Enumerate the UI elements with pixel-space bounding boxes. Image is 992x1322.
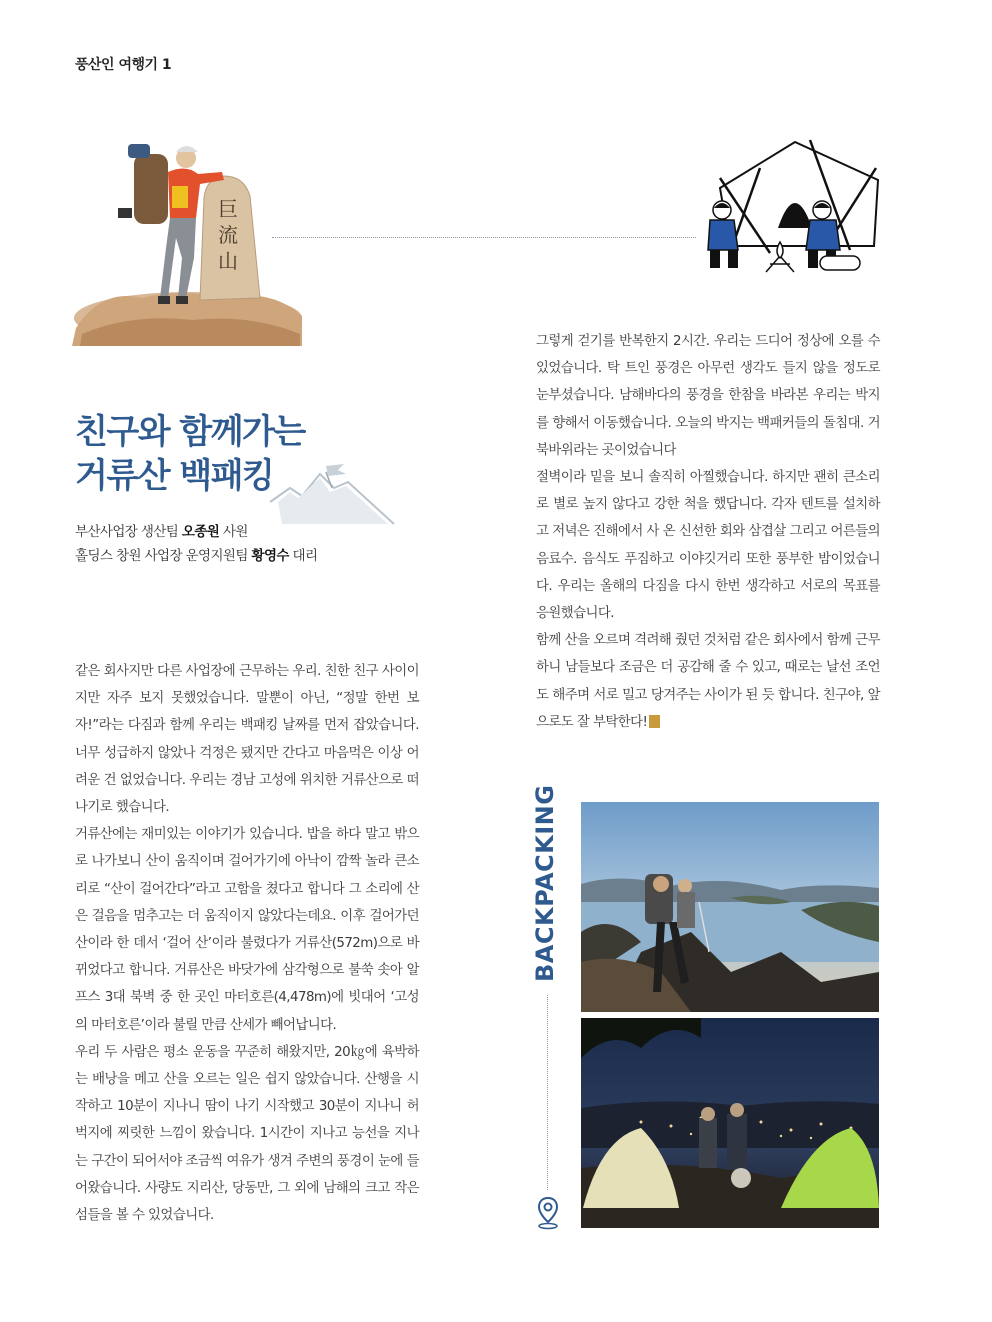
title-line-2: 거류산 백패킹: [75, 456, 274, 496]
section-header: 풍산인 여행기 1: [75, 57, 172, 73]
body-paragraph-final: [536, 627, 880, 736]
closing-text: 함께 산을 오르며 격려해 줬던 것처럼 같은 회사에서 함께 근무하니 남들보다 조금은 더 공감해 줄 수 있고, 때로는 날선 조언도 해주며 서로 밀고 당겨주는 사이가 된 듯 합니다. 친구야, 앞으로도 잘 부탁한다!: [536, 633, 880, 730]
night-tents-photo: [581, 1018, 879, 1228]
ridge-sea-photo: [581, 802, 879, 1012]
author-list: [75, 520, 317, 568]
hiker-summit-photo: [72, 138, 304, 346]
body-paragraph: 같은 회사지만 다른 사업장에 근무하는 우리. 친한 친구 사이이지만 자주 보지 못했었습니다. 말뿐이 아닌, “정말 한번 보자!”라는 다짐과 함께 우리는 백패킹 날짜를 먼저 잡았습니다. 너무 성급하지 않았나 걱정은 됐지만 간다고 마음먹은 이상 어려운 건 없었습니다. 우리는 경남 고성에 위치한 거류산으로 떠나기로 했습니다.: [75, 664, 419, 816]
decorative-dotted-line: [272, 237, 696, 238]
body-paragraph: 절벽이라 밑을 보니 솔직히 아찔했습니다. 하지만 괜히 큰소리로 별로 높지 않다고 강한 척을 했답니다. 각자 텐트를 설치하고 저녁은 진해에서 사 온 신선한 회와 삼겹살 그리고 어른들의 음료수. 음식도 푸짐하고 이야깃거리 또한 풍부한 밤이었습니다. 우리는 올해의 다짐을 다시 한번 생각하고 서로의 목표를 응원했습니다.: [536, 470, 880, 622]
author-2-name: 황영수: [251, 548, 289, 564]
end-mark-icon: [649, 715, 660, 728]
author-1-dept: 부산사업장 생산팀: [75, 524, 182, 540]
body-column-right: [536, 328, 880, 736]
author-1-rank: 사원: [219, 524, 248, 540]
author-line-2: [75, 544, 317, 568]
author-2-dept: 홀딩스 창원 사업장 운영지원팀: [75, 548, 252, 564]
body-paragraph: 우리 두 사람은 평소 운동을 꾸준히 해왔지만, 20㎏에 육박하는 배낭을 메고 산을 오르는 일은 쉽지 않았습니다. 산행을 시작하고 10분이 지나니 땀이 나기 시작했고 30분이 지나니 허벅지에 찌릿한 느낌이 왔습니다. 1시간이 지나고 능선을 지나는 구간이 되어서야 조금씩 여유가 생겨 주변의 풍경이 눈에 들어왔습니다. 사량도 지리산, 당동만, 그 외에 남해의 크고 작은 섬들을 볼 수 있었습니다.: [75, 1044, 419, 1224]
body-paragraph: 거류산에는 재미있는 이야기가 있습니다. 밥을 하다 말고 밖으로 나가보니 산이 움직이며 걸어가기에 아낙이 깜짝 놀라 큰소리로 “산이 걸어간다”라고 고함을 쳤다고 합니다 그 소리에 산은 걸음을 멈추고는 더 움직이지 않았다는데요. 이후 걸어가던 산이라 한 데서 ‘걸어 산’이라 불렸다가 거류산(572m)으로 바뀌었다고 합니다. 거류산은 바닷가에 삼각형으로 불쑥 솟아 알프스 3대 북벽 중 한 곳인 마터호른(4,478m)에 빗대어 ‘고성의 마터호른’이라 불릴 만큼 산세가 빼어납니다.: [75, 827, 419, 1033]
summit-stone-char-2: 流: [218, 223, 238, 247]
side-dotted-line: [547, 995, 548, 1190]
location-pin-icon: [536, 1196, 560, 1230]
side-label-backpacking: BACKPACKING: [531, 784, 559, 982]
camping-illustration: [700, 138, 890, 278]
author-line-1: [75, 520, 317, 544]
mountain-flag-icon: [268, 458, 398, 528]
body-paragraph: 그렇게 걷기를 반복한지 2시간. 우리는 드디어 정상에 오를 수 있었습니다. 탁 트인 풍경은 아무런 생각도 들지 않을 정도로 눈부셨습니다. 남해바다의 풍경을 한참을 바라본 우리는 박지를 향해서 이동했습니다. 오늘의 박지는 백패커들의 돌침대. 거북바위라는 곳이었습니다: [536, 334, 880, 458]
summit-stone-char-3: 山: [218, 249, 238, 273]
author-2-rank: 대리: [288, 548, 318, 564]
title-line-1: 친구와 함께가는: [75, 412, 305, 452]
author-1-name: 오종원: [181, 524, 220, 540]
body-column-left: [75, 658, 419, 1229]
summit-stone-char-1: 巨: [218, 197, 238, 221]
